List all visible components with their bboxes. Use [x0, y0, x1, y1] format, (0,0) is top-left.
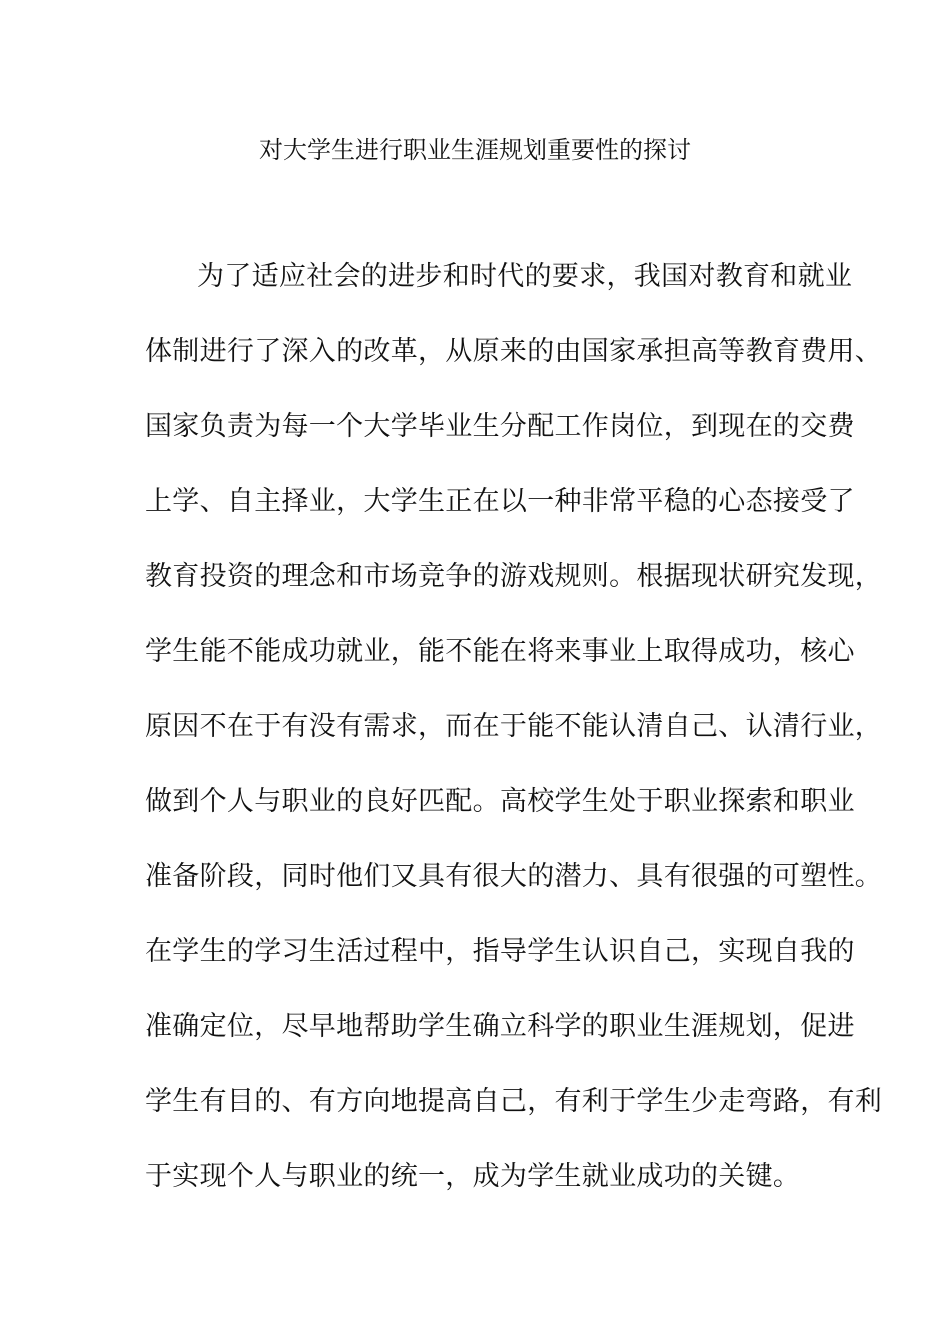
paragraph-line: 准备阶段，同时他们又具有很大的潜力、具有很强的可塑性。 — [145, 861, 883, 892]
paragraph-line: 国家负责为每一个大学毕业生分配工作岗位，到现在的交费 — [145, 411, 855, 442]
paragraph-line: 做到个人与职业的良好匹配。高校学生处于职业探索和职业 — [145, 786, 855, 817]
document-title: 对大学生进行职业生涯规划重要性的探讨 — [259, 136, 691, 164]
body-paragraph — [145, 256, 883, 1231]
paragraph-line: 体制进行了深入的改革，从原来的由国家承担高等教育费用、 — [145, 336, 883, 367]
paragraph-line: 于实现个人与职业的统一，成为学生就业成功的关键。 — [145, 1161, 801, 1192]
paragraph-line: 在学生的学习生活过程中，指导学生认识自己，实现自我的 — [145, 936, 855, 967]
paragraph-line: 上学、自主择业，大学生正在以一种非常平稳的心态接受了 — [145, 486, 855, 517]
paragraph-line: 准确定位，尽早地帮助学生确立科学的职业生涯规划，促进 — [145, 1011, 855, 1042]
paragraph-line: 学生能不能成功就业，能不能在将来事业上取得成功，核心 — [145, 636, 855, 667]
paragraph-line: 学生有目的、有方向地提高自己，有利于学生少走弯路，有利 — [145, 1086, 883, 1117]
paragraph-line: 原因不在于有没有需求，而在于能不能认清自己、认清行业， — [145, 711, 883, 742]
paragraph-line: 为了适应社会的进步和时代的要求，我国对教育和就业 — [197, 261, 853, 292]
paragraph-line: 教育投资的理念和市场竞争的游戏规则。根据现状研究发现， — [145, 561, 883, 592]
